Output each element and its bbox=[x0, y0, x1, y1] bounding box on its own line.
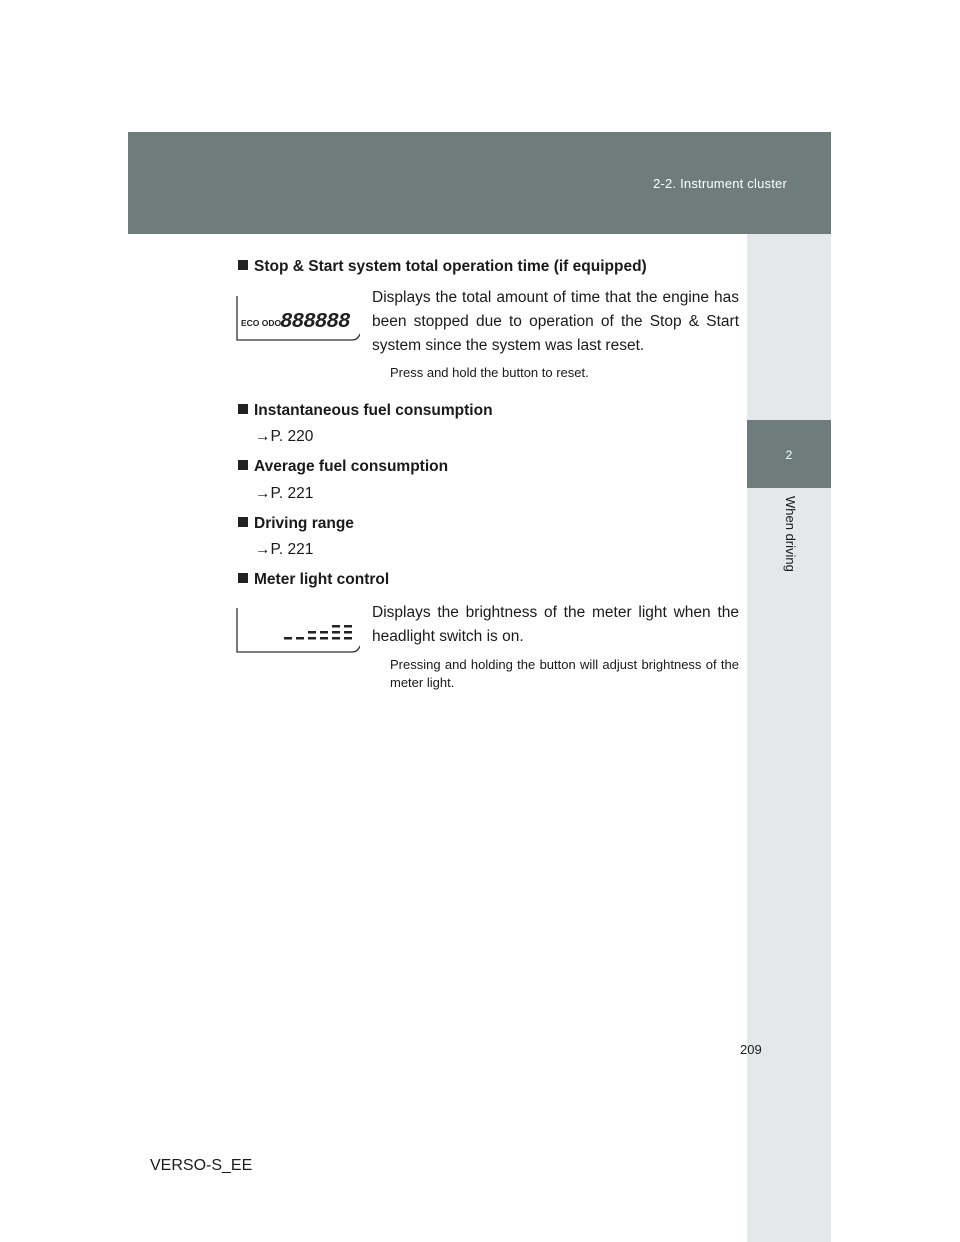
meter-light-display bbox=[236, 606, 360, 656]
item-title: Driving range bbox=[254, 515, 354, 532]
bullet-square-icon bbox=[238, 573, 248, 583]
model-code: VERSO-S_EE bbox=[150, 1157, 253, 1174]
item-title: Instantaneous fuel consumption bbox=[254, 402, 493, 419]
page-reference: →P. 221 bbox=[255, 485, 314, 502]
chapter-label: When driving bbox=[783, 496, 798, 572]
item-meter-light-body: Displays the brightness of the meter light when the headlight switch is on. bbox=[372, 604, 739, 645]
item-title: Average fuel consumption bbox=[254, 458, 449, 475]
bullet-square-icon bbox=[238, 517, 248, 527]
eco-odo-display-graphic bbox=[236, 294, 360, 344]
header-band bbox=[128, 132, 831, 234]
page-reference: →P. 221 bbox=[255, 541, 314, 558]
item-average-fuel-heading bbox=[238, 458, 448, 476]
bullet-square-icon bbox=[238, 260, 248, 270]
page-reference: →P. 220 bbox=[255, 428, 314, 445]
bullet-square-icon bbox=[238, 404, 248, 414]
item-title: Meter light control bbox=[254, 571, 390, 588]
eco-odo-digits: 888888 bbox=[280, 311, 350, 334]
item-stop-start-note: Press and hold the button to reset. bbox=[390, 365, 589, 380]
item-stop-start-body: Displays the total amount of time that the engine has been stopped due to operation of the Stop & Start system since the system was last reset. bbox=[372, 289, 739, 354]
item-instant-fuel-heading bbox=[238, 402, 493, 420]
item-meter-light-heading bbox=[238, 571, 389, 589]
chapter-number: 2 bbox=[785, 448, 793, 462]
brightness-bars-icon bbox=[236, 606, 360, 656]
item-stop-start-heading bbox=[238, 258, 647, 276]
item-driving-range-heading bbox=[238, 515, 354, 533]
item-meter-light-note: Pressing and holding the button will adjust brightness of the meter light. bbox=[390, 657, 739, 690]
chapter-tab bbox=[747, 420, 831, 488]
section-title: 2-2. Instrument cluster bbox=[653, 176, 787, 191]
bullet-square-icon bbox=[238, 460, 248, 470]
page-number: 209 bbox=[740, 1042, 762, 1057]
eco-odo-label: ECO ODO bbox=[241, 318, 282, 328]
eco-odo-display bbox=[236, 294, 360, 344]
side-strip bbox=[747, 234, 831, 1242]
item-title: Stop & Start system total operation time (if equipped) bbox=[254, 258, 647, 275]
